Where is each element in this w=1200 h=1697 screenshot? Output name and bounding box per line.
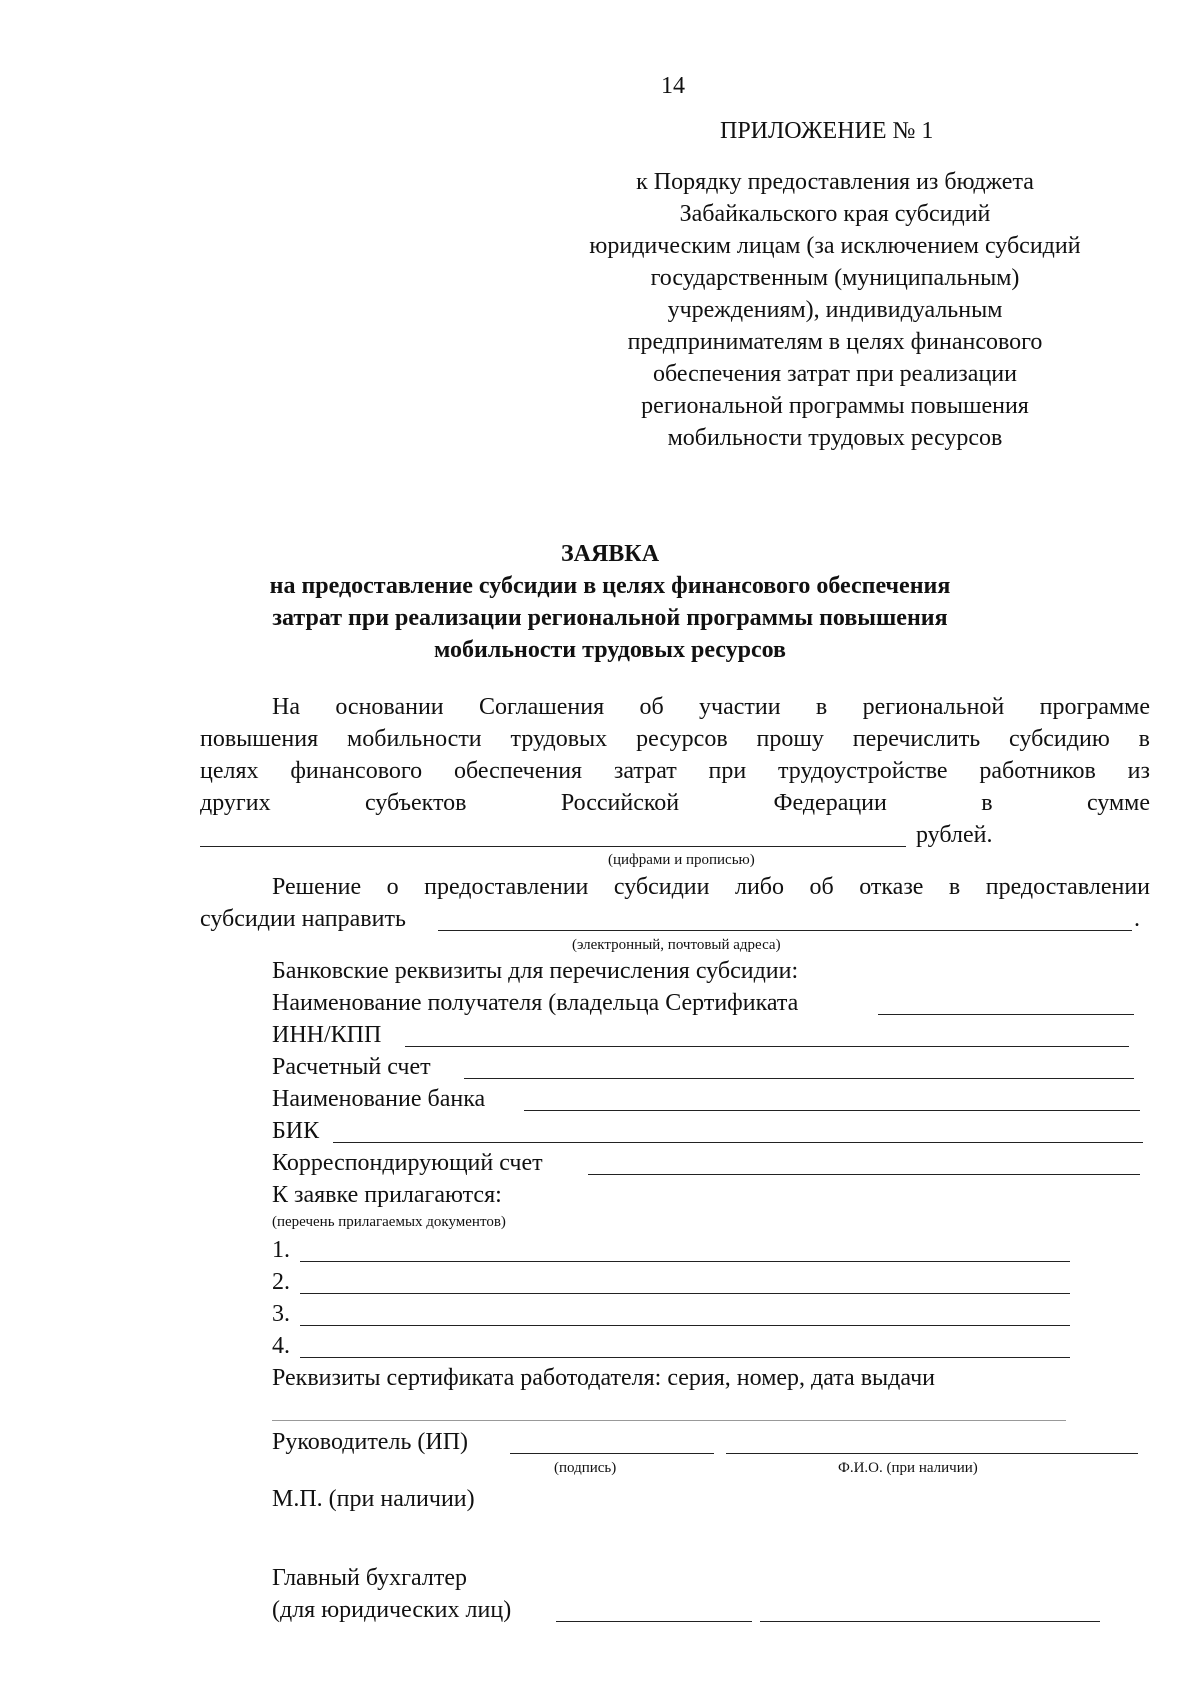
bank-line — [524, 1110, 1140, 1111]
accountant-name-line — [760, 1621, 1100, 1622]
stamp-label: М.П. (при наличии) — [272, 1486, 475, 1512]
appendix-line: региональной программы повышения — [641, 393, 1029, 419]
appendix-line: государственным (муниципальным) — [650, 265, 1020, 291]
appendix-line: к Порядку предоставления из бюджета — [636, 169, 1034, 195]
signature-hint: (подпись) — [554, 1460, 617, 1476]
heading-title: ЗАЯВКА — [560, 541, 660, 567]
accountant-label: Главный бухгалтер — [272, 1565, 467, 1591]
attachment-number: 2. — [272, 1269, 290, 1295]
attachment-number: 4. — [272, 1333, 290, 1359]
attachment-line — [300, 1325, 1070, 1326]
address-line — [438, 930, 1132, 931]
page-number: 14 — [661, 73, 685, 99]
heading-line: на предоставление субсидии в целях финансового обеспечения — [269, 573, 951, 599]
attachment-number: 1. — [272, 1237, 290, 1263]
appendix-line: мобильности трудовых ресурсов — [667, 425, 1003, 451]
bank-intro: Банковские реквизиты для перечисления субсидии: — [272, 958, 799, 984]
amount-hint: (цифрами и прописью) — [608, 852, 755, 868]
name-line — [726, 1453, 1138, 1454]
appendix-line: учреждениям), индивидуальным — [667, 297, 1003, 323]
corr-label: Корреспондирующий счет — [272, 1150, 543, 1176]
accountant-sub-label: (для юридических лиц) — [272, 1597, 512, 1623]
certificate-line — [272, 1420, 1066, 1421]
document-heading — [200, 538, 1020, 666]
corr-line — [588, 1174, 1140, 1175]
appendix-line: Забайкальского края субсидий — [679, 201, 991, 227]
appendix-line: юридическим лицам (за исключением субсидий — [589, 233, 1081, 259]
inn-line — [405, 1046, 1129, 1047]
address-hint: (электронный, почтовый адреса) — [572, 937, 781, 953]
signature-line — [510, 1453, 714, 1454]
paragraph-line: повышения мобильности трудовых ресурсов прошу перечислить субсидию в — [200, 726, 1150, 752]
appendix-line: предпринимателям в целях финансового — [627, 329, 1043, 355]
paragraph-line: Решение о предоставлении субсидии либо об отказе в предоставлении — [272, 874, 1150, 900]
account-line — [464, 1078, 1134, 1079]
attachment-line — [300, 1357, 1070, 1358]
attachment-line — [300, 1261, 1070, 1262]
heading-line: мобильности трудовых ресурсов — [434, 637, 786, 663]
recipient-line — [878, 1014, 1134, 1015]
heading-line: затрат при реализации региональной программы повышения — [272, 605, 948, 631]
paragraph-line: субсидии направить — [200, 906, 406, 932]
attachments-hint: (перечень прилагаемых документов) — [272, 1214, 506, 1230]
head-label: Руководитель (ИП) — [272, 1429, 469, 1455]
attachments-label: К заявке прилагаются: — [272, 1182, 502, 1208]
bank-label: Наименование банка — [272, 1086, 486, 1112]
amount-currency: рублей. — [916, 822, 993, 848]
accountant-signature-line — [556, 1621, 752, 1622]
appendix-description — [530, 166, 1140, 454]
name-hint: Ф.И.О. (при наличии) — [838, 1460, 978, 1476]
appendix-line: обеспечения затрат при реализации — [653, 361, 1017, 387]
account-label: Расчетный счет — [272, 1054, 431, 1080]
amount-line — [200, 846, 906, 847]
inn-label: ИНН/КПП — [272, 1022, 382, 1048]
attachment-number: 3. — [272, 1301, 290, 1327]
appendix-title: ПРИЛОЖЕНИЕ № 1 — [720, 118, 934, 144]
recipient-label: Наименование получателя (владельца Сертификата — [272, 990, 799, 1016]
paragraph-line: целях финансового обеспечения затрат при трудоустройстве работников из — [200, 758, 1150, 784]
paragraph-line: На основании Соглашения об участии в региональной программе — [272, 694, 1150, 720]
bik-line — [333, 1142, 1143, 1143]
paragraph-line: других субъектов Российской Федерации в сумме — [200, 790, 1150, 816]
certificate-label: Реквизиты сертификата работодателя: серия, номер, дата выдачи — [272, 1365, 935, 1391]
attachment-line — [300, 1293, 1070, 1294]
address-end: . — [1134, 906, 1140, 932]
bik-label: БИК — [272, 1118, 320, 1144]
